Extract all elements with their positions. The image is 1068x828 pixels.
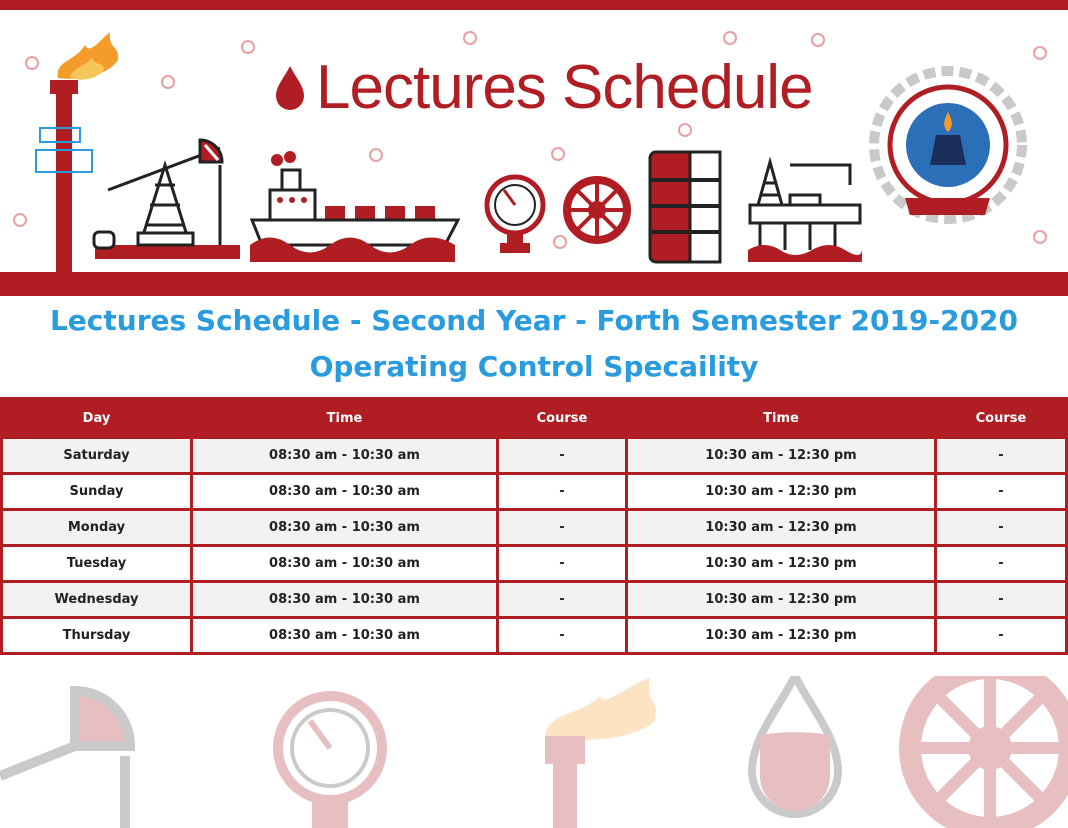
pumpjack-icon (94, 140, 240, 259)
header-time: Time (628, 400, 934, 436)
time-cell: 08:30 am - 10:30 am (193, 583, 496, 616)
table-row (3, 619, 1065, 652)
header-course: Course (937, 400, 1065, 436)
time-cell: 08:30 am - 10:30 am (193, 619, 496, 652)
time-cell: 08:30 am - 10:30 am (193, 547, 496, 580)
day-cell: Thursday (3, 619, 190, 652)
tanker-ship-icon (250, 151, 458, 262)
table-row (3, 583, 1065, 616)
banner-title: Lectures Schedule (316, 53, 813, 122)
day-cell: Sunday (3, 475, 190, 508)
day-cell: Monday (3, 511, 190, 544)
time-cell: 10:30 am - 12:30 pm (628, 547, 934, 580)
time-cell: 08:30 am - 10:30 am (193, 439, 496, 472)
page-title: Lectures Schedule - Second Year - Forth Semester 2019-2020 (49, 304, 1019, 337)
page-subtitle: Operating Control Specaility (309, 350, 759, 383)
offshore-platform-icon (748, 162, 862, 262)
course-cell: - (499, 619, 625, 652)
header-day: Day (3, 400, 190, 436)
time-cell: 10:30 am - 12:30 pm (628, 439, 934, 472)
table-header-row (3, 400, 1065, 436)
day-cell: Wednesday (3, 583, 190, 616)
table-row (3, 547, 1065, 580)
table-row (3, 475, 1065, 508)
pumpjack-icon (0, 691, 130, 828)
time-cell: 08:30 am - 10:30 am (193, 475, 496, 508)
table-row (3, 511, 1065, 544)
day-cell: Saturday (3, 439, 190, 472)
time-cell: 10:30 am - 12:30 pm (628, 583, 934, 616)
course-cell: - (937, 547, 1065, 580)
valve-wheel-icon (567, 180, 627, 240)
time-cell: 10:30 am - 12:30 pm (628, 475, 934, 508)
course-cell: - (937, 583, 1065, 616)
time-cell: 10:30 am - 12:30 pm (628, 511, 934, 544)
pressure-gauge-icon (487, 177, 543, 253)
header-time: Time (193, 400, 496, 436)
course-cell: - (499, 439, 625, 472)
flare-stack-icon (545, 678, 656, 828)
day-cell: Tuesday (3, 547, 190, 580)
table-row (3, 439, 1065, 472)
oil-drop-icon (752, 676, 838, 814)
header-course: Course (499, 400, 625, 436)
course-cell: - (499, 583, 625, 616)
valve-wheel-icon (910, 676, 1068, 828)
course-cell: - (937, 439, 1065, 472)
time-cell: 10:30 am - 12:30 pm (628, 619, 934, 652)
oil-barrel-icon (650, 152, 720, 262)
course-cell: - (499, 547, 625, 580)
header-banner (0, 0, 1068, 296)
oil-drop-icon (276, 66, 304, 110)
banner-illustration (0, 0, 1068, 296)
course-cell: - (499, 475, 625, 508)
footer-watermark (0, 676, 1068, 828)
time-cell: 08:30 am - 10:30 am (193, 511, 496, 544)
banner-bottom-stripe (0, 272, 1068, 296)
pressure-gauge-icon (278, 696, 382, 828)
course-cell: - (499, 511, 625, 544)
course-cell: - (937, 475, 1065, 508)
course-cell: - (937, 511, 1065, 544)
course-cell: - (937, 619, 1065, 652)
schedule-table (0, 397, 1068, 655)
academy-logo (874, 71, 1022, 219)
